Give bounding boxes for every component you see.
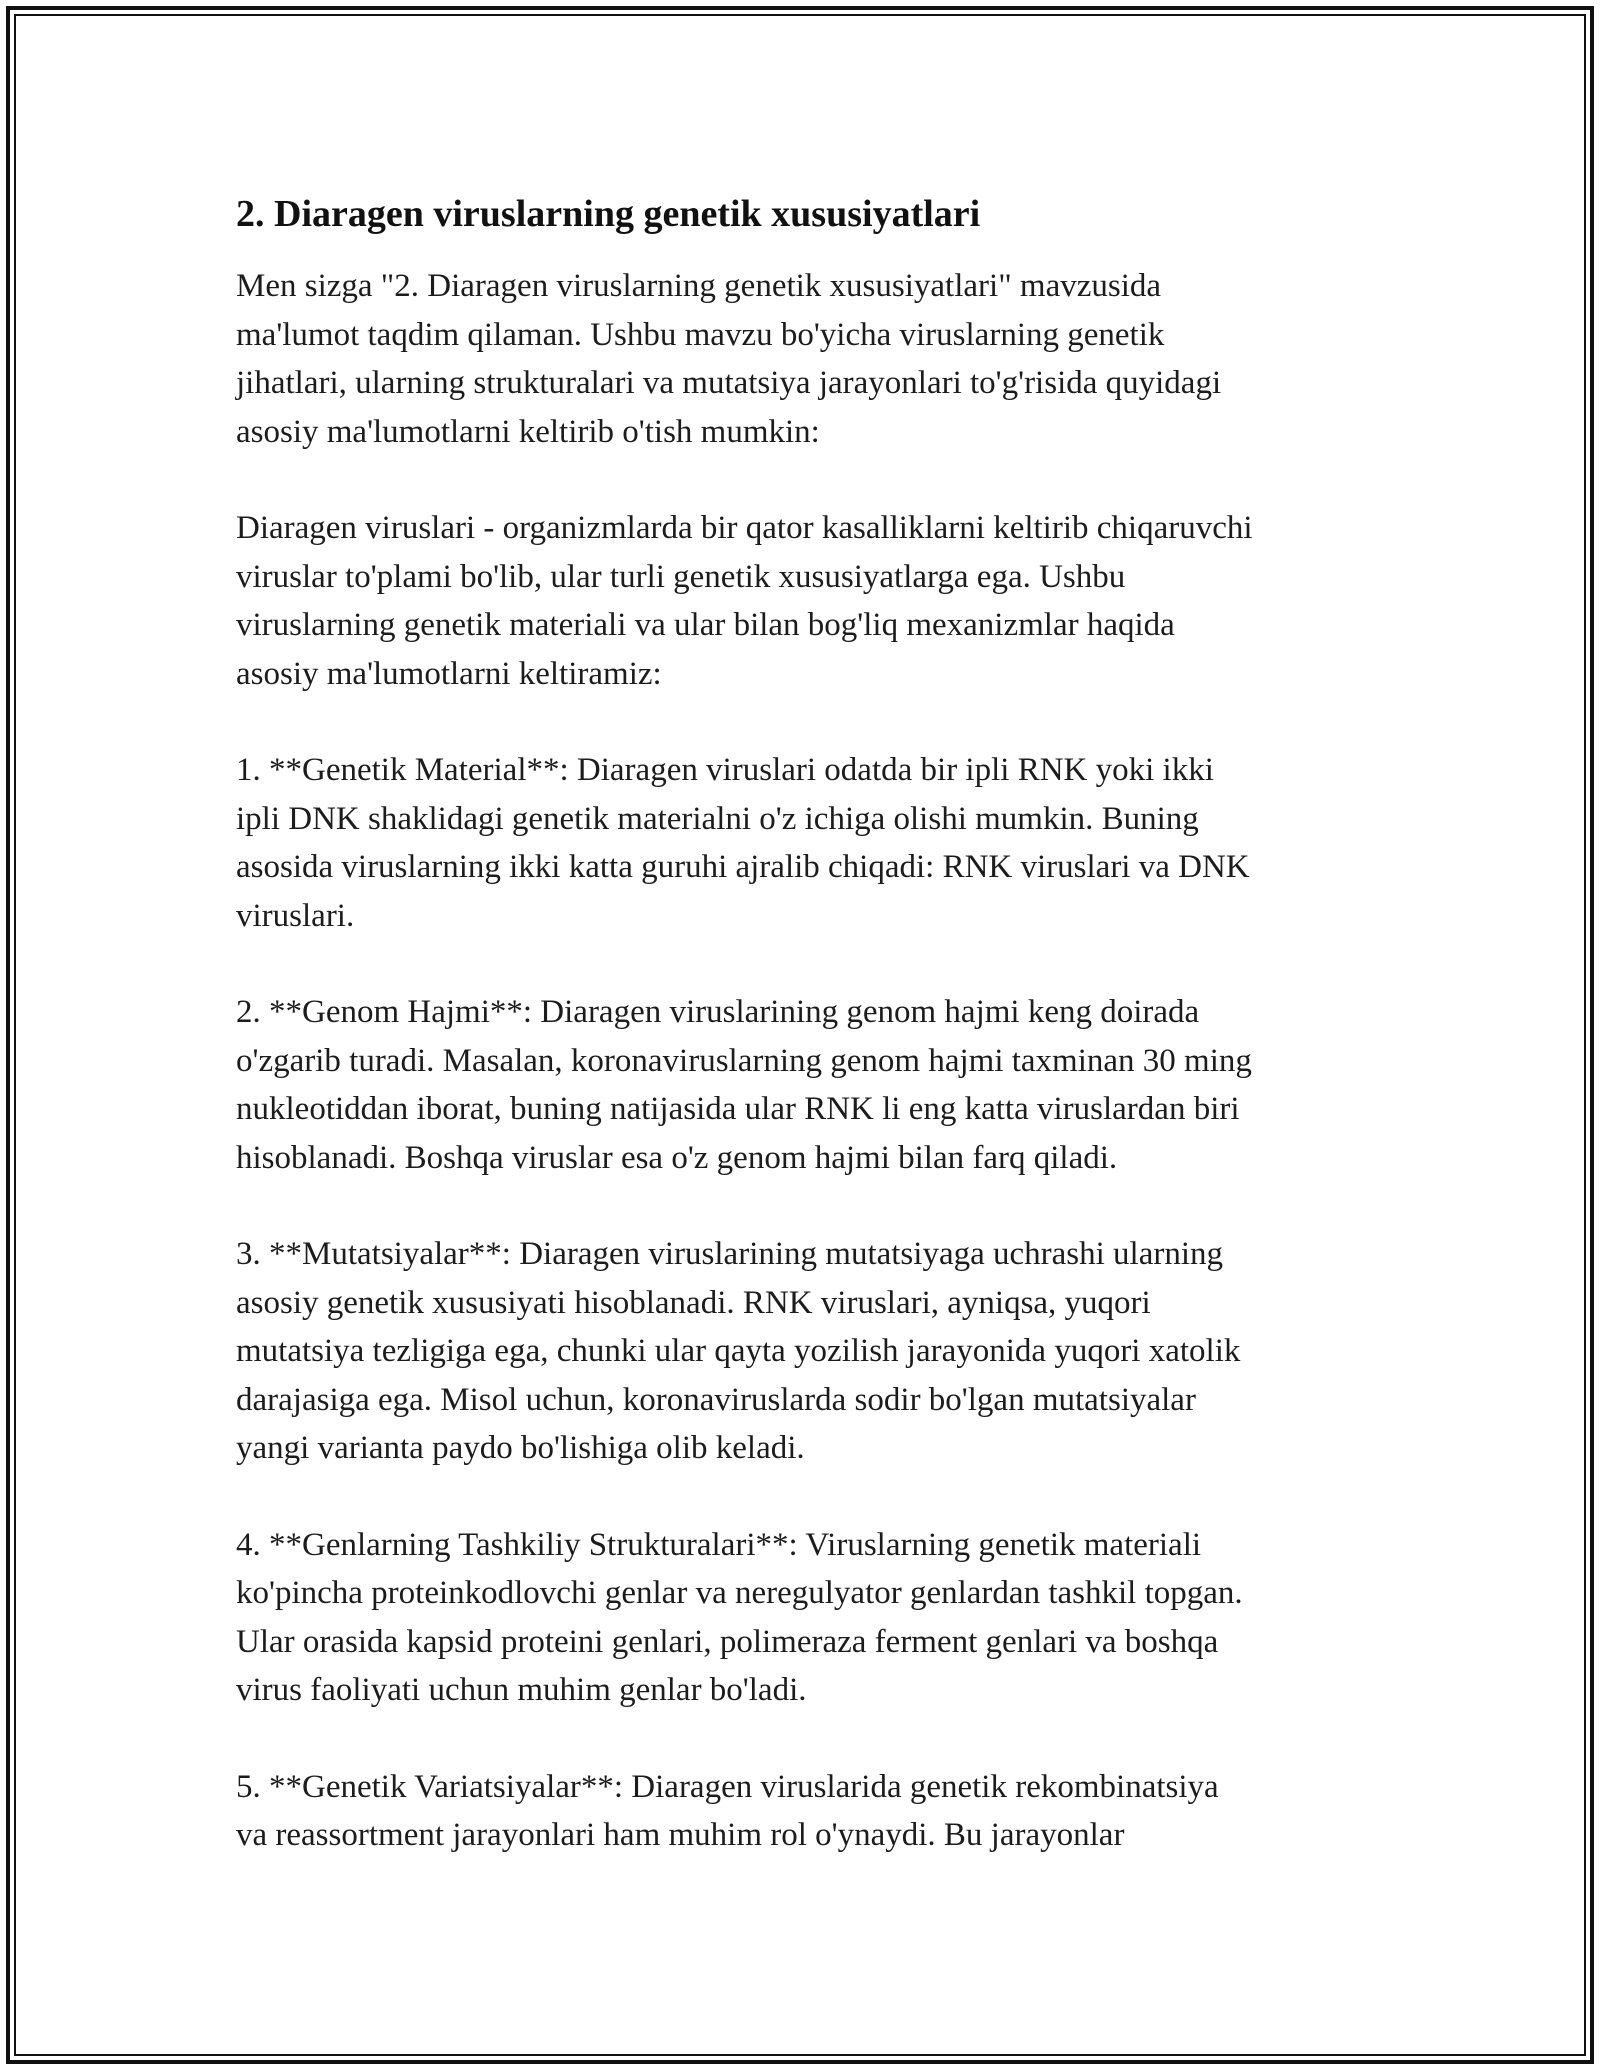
document-title: 2. Diaragen viruslarning genetik xususiyatlari: [236, 193, 981, 235]
list-item-mutations: 3. **Mutatsiyalar**: Diaragen viruslarining mutatsiyaga uchrashi ularning asosiy genetik xususiyati hisoblanadi. RNK viruslari, ayniqsa, yuqori mutatsiya tezligiga ega, chunki ular qayta yozilish jarayonida yuqori xatolik darajasiga ega. Misol uchun, koronaviruslarda sodir bo'lgan mutatsiyalar yangi varianta paydo bo'lishiga olib keladi.: [236, 1236, 1241, 1466]
document-body: [236, 188, 1366, 1908]
list-item-genetic-material: 1. **Genetik Material**: Diaragen viruslari odatda bir ipli RNK yoki ikki ipli DNK shaklidagi genetik materialni o'z ichiga olishi mumkin. Buning asosida viruslarning ikki katta guruhi ajralib chiqadi: RNK viruslari va DNK viruslari.: [236, 752, 1250, 934]
list-item-genetic-variations: 5. **Genetik Variatsiyalar**: Diaragen viruslarida genetik rekombinatsiya va reassortment jarayonlari ham muhim rol o'ynaydi. Bu jarayonlar: [236, 1768, 1219, 1853]
list-item-genome-size: 2. **Genom Hajmi**: Diaragen viruslarining genom hajmi keng doirada o'zgarib turadi. Masalan, koronaviruslarning genom hajmi taxminan 30 ming nukleotiddan iborat, buning natijasida ular RNK li eng katta viruslardan biri hisoblanadi. Boshqa viruslar esa o'z genom hajmi bilan farq qiladi.: [236, 994, 1252, 1176]
list-item-gene-structures: 4. **Genlarning Tashkiliy Strukturalari**: Viruslarning genetik materiali ko'pincha proteinkodlovchi genlar va neregulyator genlardan tashkil topgan. Ular orasida kapsid proteini genlari, polimeraza ferment genlari va boshqa virus faoliyati uchun muhim genlar bo'ladi.: [236, 1526, 1243, 1708]
overview-paragraph: Diaragen viruslari - organizmlarda bir qator kasalliklarni keltirib chiqaruvchi viruslar to'plami bo'lib, ular turli genetik xususiyatlarga ega. Ushbu viruslarning genetik materiali va ular bilan bog'liq mexanizmlar haqida asosiy ma'lumotlarni keltiramiz:: [236, 510, 1253, 692]
intro-paragraph: Men sizga "2. Diaragen viruslarning genetik xususiyatlari" mavzusida ma'lumot taqdim qilaman. Ushbu mavzu bo'yicha viruslarning genetik jihatlari, ularning strukturalari va mutatsiya jarayonlari to'g'risida quyidagi asosiy ma'lumotlarni keltirib o'tish mumkin:: [236, 268, 1222, 450]
